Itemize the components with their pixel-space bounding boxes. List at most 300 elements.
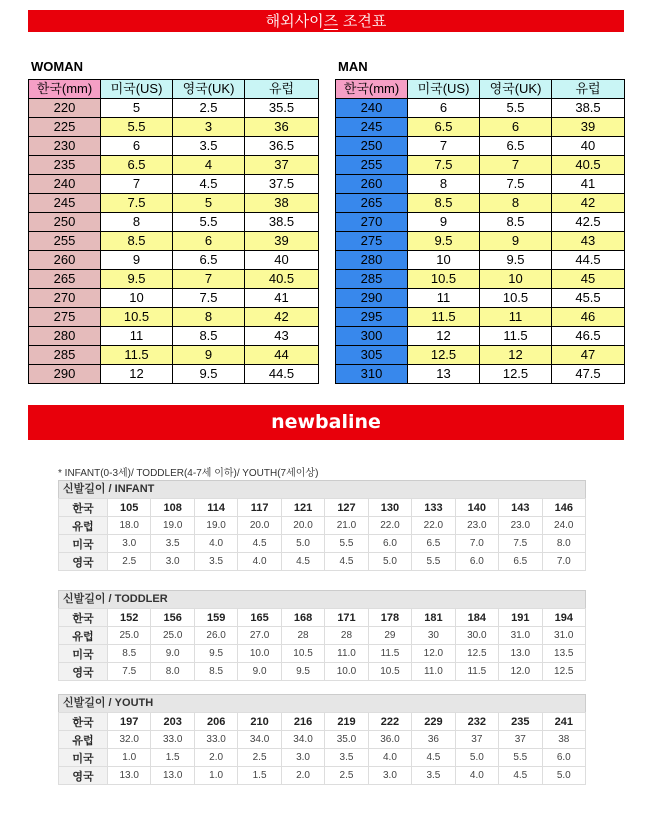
size-cell: 194 [542, 609, 585, 627]
table-row [29, 137, 319, 156]
korean-size-cell: 265 [29, 270, 101, 289]
size-cell: 38.5 [245, 213, 319, 232]
size-cell: 35.5 [245, 99, 319, 118]
banner-title-underlined: 즈 [323, 12, 339, 30]
size-cell: 8.5 [173, 327, 245, 346]
size-cell: 40 [552, 137, 625, 156]
infant-table [58, 498, 586, 571]
size-cell: 7.0 [542, 553, 585, 571]
size-cell: 7.0 [455, 535, 498, 553]
size-cell: 34.0 [281, 731, 324, 749]
size-cell: 5.5 [101, 118, 173, 137]
size-cell: 13.5 [542, 645, 585, 663]
size-cell: 12.5 [455, 645, 498, 663]
korean-size-cell: 300 [336, 327, 408, 346]
size-cell: 9.5 [480, 251, 552, 270]
size-cell: 4 [173, 156, 245, 175]
size-cell: 241 [542, 713, 585, 731]
size-cell: 10.5 [368, 663, 411, 681]
size-cell: 11.5 [455, 663, 498, 681]
row-label: 유럽 [59, 627, 108, 645]
size-cell: 23.0 [455, 517, 498, 535]
size-cell: 9.5 [101, 270, 173, 289]
table-row [336, 232, 625, 251]
korean-size-cell: 255 [336, 156, 408, 175]
size-cell: 18.0 [108, 517, 151, 535]
size-cell: 28 [281, 627, 324, 645]
size-cell: 7.5 [499, 535, 542, 553]
size-cell: 121 [281, 499, 324, 517]
size-cell: 11.5 [101, 346, 173, 365]
size-cell: 235 [499, 713, 542, 731]
size-cell: 44.5 [245, 365, 319, 384]
size-cell: 4.0 [238, 553, 281, 571]
size-cell: 4.5 [281, 553, 324, 571]
size-cell: 191 [499, 609, 542, 627]
size-cell: 8.5 [101, 232, 173, 251]
table-row [29, 270, 319, 289]
size-cell: 9.0 [151, 645, 194, 663]
size-cell: 140 [455, 499, 498, 517]
kids-age-note: * INFANT(0-3세)/ TODDLER(4-7세 이하)/ YOUTH(7세이상) [58, 468, 319, 479]
size-cell: 3.5 [194, 553, 237, 571]
table-row [59, 663, 586, 681]
korean-size-cell: 225 [29, 118, 101, 137]
table-row [59, 609, 586, 627]
man-label: MAN [338, 59, 368, 74]
youth-table [58, 712, 586, 785]
table-row [29, 175, 319, 194]
table-row [29, 213, 319, 232]
row-label: 유럽 [59, 731, 108, 749]
size-cell: 5.0 [455, 749, 498, 767]
size-cell: 36 [412, 731, 455, 749]
size-cell: 1.0 [108, 749, 151, 767]
size-cell: 19.0 [151, 517, 194, 535]
size-cell: 8 [480, 194, 552, 213]
size-cell: 33.0 [194, 731, 237, 749]
size-cell: 9.0 [238, 663, 281, 681]
size-cell: 5 [101, 99, 173, 118]
size-cell: 45.5 [552, 289, 625, 308]
size-cell: 6.5 [408, 118, 480, 137]
table-row [29, 308, 319, 327]
size-cell: 4.5 [173, 175, 245, 194]
size-cell: 4.5 [325, 553, 368, 571]
size-cell: 11.5 [408, 308, 480, 327]
size-cell: 10.5 [480, 289, 552, 308]
size-cell: 8.5 [408, 194, 480, 213]
size-cell: 36.0 [368, 731, 411, 749]
woman-header-row [29, 80, 319, 99]
size-cell: 27.0 [238, 627, 281, 645]
size-cell: 12 [101, 365, 173, 384]
size-cell: 20.0 [238, 517, 281, 535]
size-cell: 171 [325, 609, 368, 627]
size-cell: 47.5 [552, 365, 625, 384]
size-cell: 12 [480, 346, 552, 365]
size-cell: 229 [412, 713, 455, 731]
size-cell: 7.5 [480, 175, 552, 194]
korean-size-cell: 295 [336, 308, 408, 327]
size-cell: 5.0 [542, 767, 585, 785]
table-row [29, 232, 319, 251]
size-cell: 12.0 [412, 645, 455, 663]
size-cell: 20.0 [281, 517, 324, 535]
size-cell: 37 [245, 156, 319, 175]
column-header: 영국(UK) [480, 80, 552, 99]
table-row [29, 251, 319, 270]
column-header: 미국(US) [101, 80, 173, 99]
table-row [336, 213, 625, 232]
size-cell: 12.5 [542, 663, 585, 681]
table-row [336, 156, 625, 175]
table-row [59, 713, 586, 731]
table-row [59, 627, 586, 645]
table-row [336, 270, 625, 289]
size-cell: 34.0 [238, 731, 281, 749]
size-cell: 37.5 [245, 175, 319, 194]
column-header: 유럽 [552, 80, 625, 99]
table-row [59, 749, 586, 767]
size-cell: 4.0 [194, 535, 237, 553]
size-cell: 9.5 [408, 232, 480, 251]
size-cell: 5.5 [173, 213, 245, 232]
size-cell: 5 [173, 194, 245, 213]
row-label: 유럽 [59, 517, 108, 535]
size-cell: 10.5 [408, 270, 480, 289]
size-cell: 25.0 [108, 627, 151, 645]
size-cell: 130 [368, 499, 411, 517]
size-cell: 7 [480, 156, 552, 175]
row-label: 미국 [59, 535, 108, 553]
size-cell: 6.0 [368, 535, 411, 553]
banner-title-pre: 해외사이 [265, 12, 324, 30]
table-row [336, 289, 625, 308]
size-cell: 5.5 [499, 749, 542, 767]
size-chart-title-banner [28, 10, 624, 32]
korean-size-cell: 220 [29, 99, 101, 118]
korean-size-cell: 290 [29, 365, 101, 384]
size-cell: 40.5 [552, 156, 625, 175]
size-cell: 1.0 [194, 767, 237, 785]
size-cell: 2.0 [194, 749, 237, 767]
size-cell: 41 [245, 289, 319, 308]
toddler-table [58, 608, 586, 681]
size-cell: 40.5 [245, 270, 319, 289]
table-row [336, 251, 625, 270]
column-header: 영국(UK) [173, 80, 245, 99]
korean-size-cell: 260 [29, 251, 101, 270]
size-cell: 3.0 [108, 535, 151, 553]
size-cell: 168 [281, 609, 324, 627]
size-cell: 46.5 [552, 327, 625, 346]
size-cell: 114 [194, 499, 237, 517]
size-cell: 44 [245, 346, 319, 365]
size-cell: 9 [173, 346, 245, 365]
size-cell: 22.0 [368, 517, 411, 535]
table-row [29, 118, 319, 137]
size-cell: 10.5 [101, 308, 173, 327]
size-cell: 35.0 [325, 731, 368, 749]
size-cell: 203 [151, 713, 194, 731]
size-cell: 8 [101, 213, 173, 232]
size-cell: 45 [552, 270, 625, 289]
column-header: 한국(mm) [336, 80, 408, 99]
size-cell: 10.5 [281, 645, 324, 663]
korean-size-cell: 285 [336, 270, 408, 289]
row-label: 영국 [59, 663, 108, 681]
size-cell: 19.0 [194, 517, 237, 535]
size-cell: 29 [368, 627, 411, 645]
korean-size-cell: 250 [336, 137, 408, 156]
size-cell: 6.5 [101, 156, 173, 175]
table-row [59, 553, 586, 571]
size-cell: 184 [455, 609, 498, 627]
korean-size-cell: 305 [336, 346, 408, 365]
size-cell: 8.5 [108, 645, 151, 663]
size-cell: 5.5 [480, 99, 552, 118]
size-cell: 6.5 [499, 553, 542, 571]
korean-size-cell: 230 [29, 137, 101, 156]
size-cell: 8 [173, 308, 245, 327]
table-row [336, 308, 625, 327]
table-row [336, 365, 625, 384]
size-cell: 8 [408, 175, 480, 194]
size-cell: 11.0 [412, 663, 455, 681]
size-cell: 2.5 [325, 767, 368, 785]
toddler-section [58, 590, 586, 681]
size-cell: 36 [245, 118, 319, 137]
man-header-row [336, 80, 625, 99]
size-cell: 3.5 [412, 767, 455, 785]
row-label: 한국 [59, 499, 108, 517]
size-cell: 38 [542, 731, 585, 749]
size-cell: 152 [108, 609, 151, 627]
row-label: 미국 [59, 749, 108, 767]
size-cell: 4.0 [455, 767, 498, 785]
size-cell: 11 [480, 308, 552, 327]
size-cell: 7 [173, 270, 245, 289]
size-cell: 38.5 [552, 99, 625, 118]
column-header: 유럽 [245, 80, 319, 99]
table-row [336, 194, 625, 213]
size-cell: 7 [408, 137, 480, 156]
size-cell: 8.5 [194, 663, 237, 681]
korean-size-cell: 275 [29, 308, 101, 327]
table-row [29, 289, 319, 308]
size-cell: 43 [552, 232, 625, 251]
column-header: 한국(mm) [29, 80, 101, 99]
korean-size-cell: 250 [29, 213, 101, 232]
korean-size-cell: 280 [29, 327, 101, 346]
korean-size-cell: 275 [336, 232, 408, 251]
table-row [59, 517, 586, 535]
size-cell: 42 [552, 194, 625, 213]
size-cell: 2.5 [173, 99, 245, 118]
size-cell: 10.0 [238, 645, 281, 663]
size-cell: 4.5 [499, 767, 542, 785]
table-row [29, 327, 319, 346]
size-cell: 13 [408, 365, 480, 384]
row-label: 영국 [59, 767, 108, 785]
table-row [59, 535, 586, 553]
row-label: 한국 [59, 713, 108, 731]
size-cell: 13.0 [151, 767, 194, 785]
size-cell: 133 [412, 499, 455, 517]
size-cell: 8.0 [542, 535, 585, 553]
size-cell: 7.5 [173, 289, 245, 308]
toddler-caption: 신발길이 / TODDLER [58, 590, 586, 608]
size-cell: 39 [245, 232, 319, 251]
size-cell: 12.5 [480, 365, 552, 384]
size-cell: 143 [499, 499, 542, 517]
size-cell: 40 [245, 251, 319, 270]
korean-size-cell: 270 [29, 289, 101, 308]
table-row [336, 99, 625, 118]
size-cell: 5.5 [412, 553, 455, 571]
brand-banner: newbaline [28, 405, 624, 440]
korean-size-cell: 245 [336, 118, 408, 137]
size-cell: 146 [542, 499, 585, 517]
row-label: 미국 [59, 645, 108, 663]
size-cell: 197 [108, 713, 151, 731]
table-row [59, 767, 586, 785]
size-cell: 21.0 [325, 517, 368, 535]
size-cell: 24.0 [542, 517, 585, 535]
table-row [336, 327, 625, 346]
korean-size-cell: 285 [29, 346, 101, 365]
korean-size-cell: 270 [336, 213, 408, 232]
size-cell: 4.0 [368, 749, 411, 767]
size-cell: 2.5 [108, 553, 151, 571]
size-cell: 11.5 [480, 327, 552, 346]
woman-label: WOMAN [31, 59, 83, 74]
size-cell: 11.5 [368, 645, 411, 663]
size-cell: 30.0 [455, 627, 498, 645]
size-cell: 6 [408, 99, 480, 118]
size-cell: 219 [325, 713, 368, 731]
size-cell: 127 [325, 499, 368, 517]
size-cell: 31.0 [499, 627, 542, 645]
size-cell: 4.5 [412, 749, 455, 767]
size-cell: 6 [101, 137, 173, 156]
column-header: 미국(US) [408, 80, 480, 99]
size-cell: 210 [238, 713, 281, 731]
size-cell: 10 [408, 251, 480, 270]
table-row [336, 346, 625, 365]
size-cell: 31.0 [542, 627, 585, 645]
row-label: 영국 [59, 553, 108, 571]
korean-size-cell: 255 [29, 232, 101, 251]
infant-section [58, 480, 586, 571]
size-cell: 108 [151, 499, 194, 517]
size-cell: 178 [368, 609, 411, 627]
table-row [29, 365, 319, 384]
size-cell: 11 [408, 289, 480, 308]
size-cell: 105 [108, 499, 151, 517]
size-cell: 7.5 [108, 663, 151, 681]
size-cell: 12.0 [499, 663, 542, 681]
table-row [336, 137, 625, 156]
size-cell: 3.0 [368, 767, 411, 785]
size-cell: 46 [552, 308, 625, 327]
size-cell: 12.5 [408, 346, 480, 365]
size-cell: 6.5 [480, 137, 552, 156]
size-cell: 3.5 [151, 535, 194, 553]
size-cell: 8.0 [151, 663, 194, 681]
size-cell: 6.5 [173, 251, 245, 270]
size-cell: 11 [101, 327, 173, 346]
size-cell: 2.5 [238, 749, 281, 767]
size-cell: 42 [245, 308, 319, 327]
size-cell: 5.0 [281, 535, 324, 553]
size-cell: 32.0 [108, 731, 151, 749]
row-label: 한국 [59, 609, 108, 627]
size-cell: 206 [194, 713, 237, 731]
size-cell: 44.5 [552, 251, 625, 270]
table-row [29, 99, 319, 118]
banner-title-post: 조견표 [338, 12, 387, 30]
korean-size-cell: 280 [336, 251, 408, 270]
table-row [29, 194, 319, 213]
size-cell: 156 [151, 609, 194, 627]
size-cell: 1.5 [238, 767, 281, 785]
size-cell: 10 [101, 289, 173, 308]
size-cell: 216 [281, 713, 324, 731]
size-cell: 9 [101, 251, 173, 270]
size-cell: 9.5 [173, 365, 245, 384]
size-cell: 47 [552, 346, 625, 365]
man-size-table [335, 79, 625, 384]
size-cell: 6 [480, 118, 552, 137]
size-cell: 8.5 [480, 213, 552, 232]
size-cell: 222 [368, 713, 411, 731]
korean-size-cell: 310 [336, 365, 408, 384]
size-cell: 37 [455, 731, 498, 749]
youth-section [58, 694, 586, 785]
size-cell: 13.0 [499, 645, 542, 663]
size-cell: 3.5 [325, 749, 368, 767]
size-cell: 117 [238, 499, 281, 517]
size-cell: 6.5 [412, 535, 455, 553]
size-cell: 5.5 [325, 535, 368, 553]
size-cell: 165 [238, 609, 281, 627]
table-row [59, 731, 586, 749]
size-cell: 5.0 [368, 553, 411, 571]
size-cell: 181 [412, 609, 455, 627]
size-cell: 43 [245, 327, 319, 346]
size-cell: 36.5 [245, 137, 319, 156]
size-cell: 26.0 [194, 627, 237, 645]
korean-size-cell: 265 [336, 194, 408, 213]
size-cell: 1.5 [151, 749, 194, 767]
size-cell: 159 [194, 609, 237, 627]
size-cell: 11.0 [325, 645, 368, 663]
size-cell: 6 [173, 232, 245, 251]
size-cell: 232 [455, 713, 498, 731]
size-cell: 6.0 [455, 553, 498, 571]
size-cell: 9 [408, 213, 480, 232]
korean-size-cell: 240 [336, 99, 408, 118]
size-cell: 3.5 [173, 137, 245, 156]
size-cell: 28 [325, 627, 368, 645]
youth-caption: 신발길이 / YOUTH [58, 694, 586, 712]
table-row [29, 346, 319, 365]
size-cell: 37 [499, 731, 542, 749]
size-cell: 2.0 [281, 767, 324, 785]
size-cell: 6.0 [542, 749, 585, 767]
